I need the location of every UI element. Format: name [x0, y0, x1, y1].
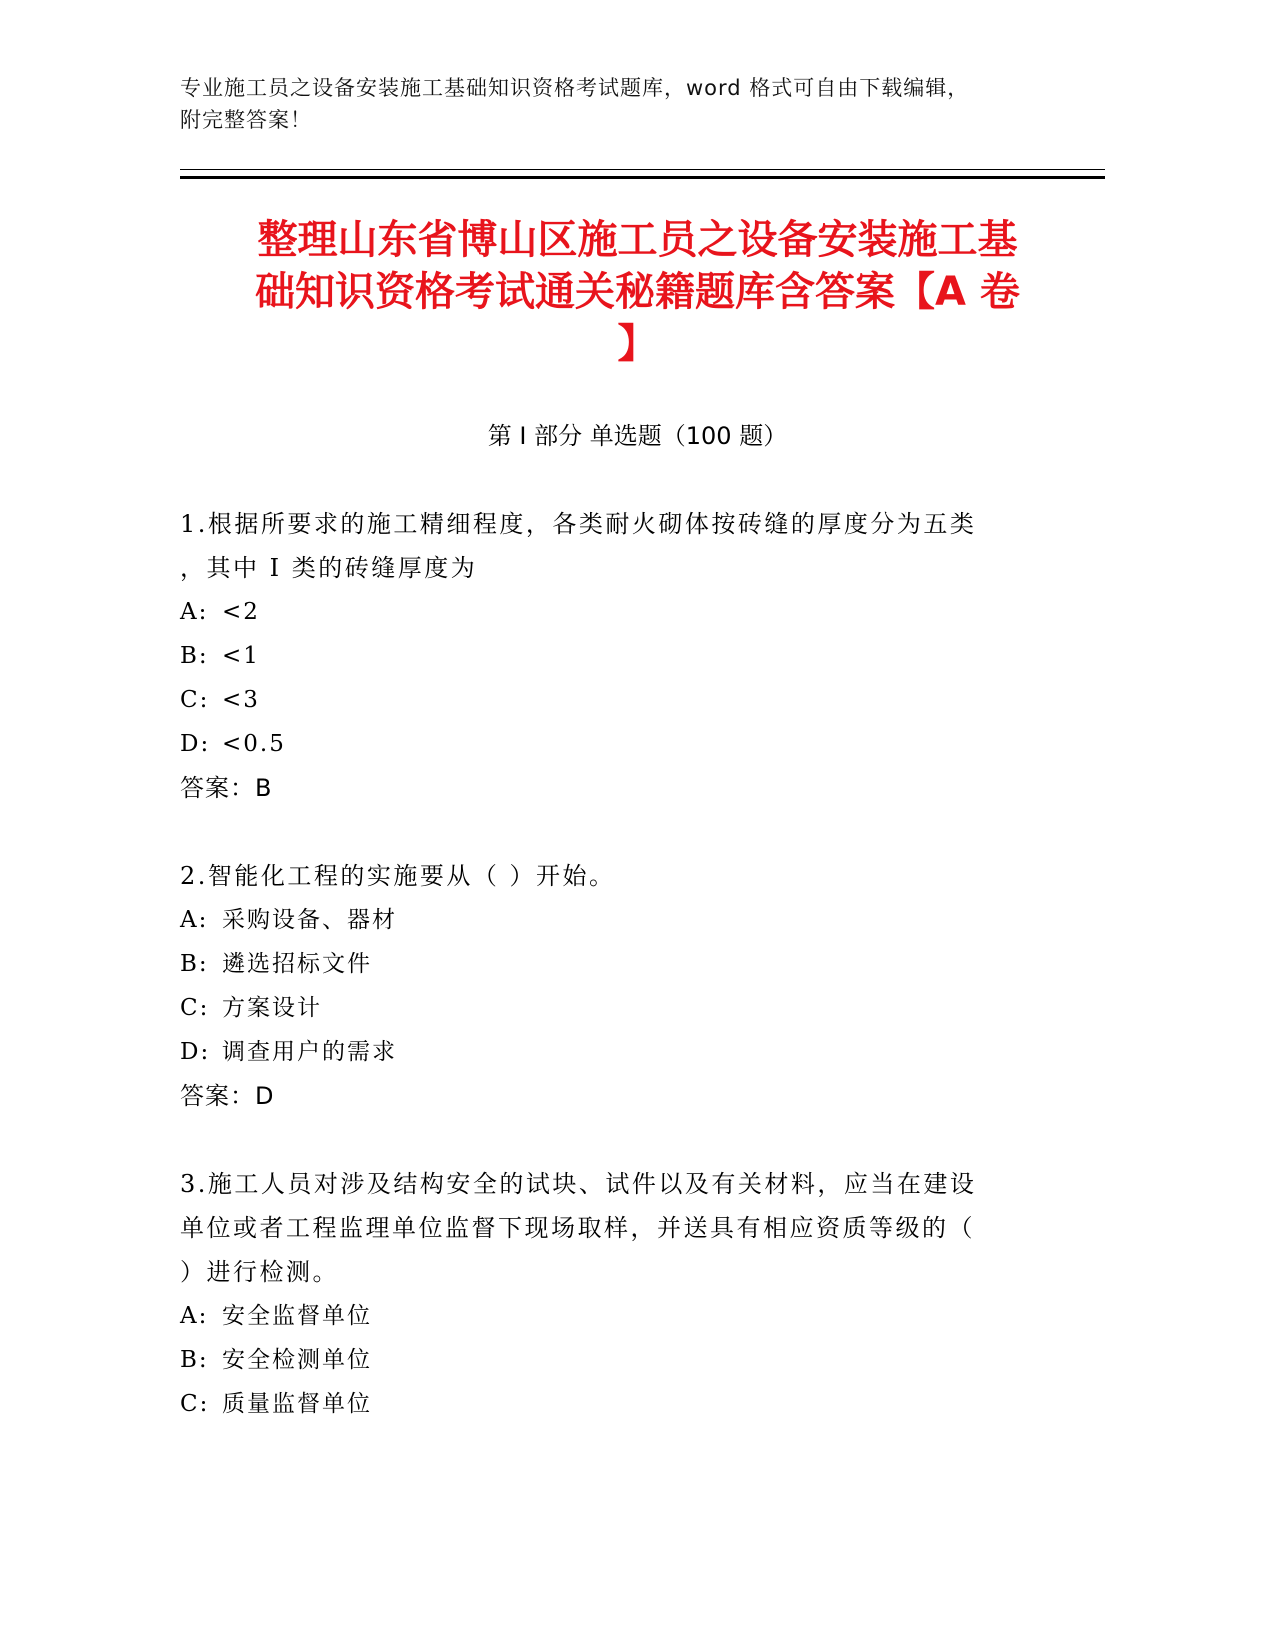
option-text: <2: [222, 599, 260, 625]
question-2-option-c: [180, 986, 1040, 1030]
question-3-stem-line-3: ）进行检测。: [180, 1258, 339, 1286]
question-2-answer: 答案：D: [180, 1082, 275, 1110]
header-note: [180, 72, 1060, 136]
title-line-3: 】: [617, 321, 658, 367]
option-text: 安全监督单位: [222, 1303, 372, 1329]
option-text: <1: [222, 643, 260, 669]
header-note-line-1: 专业施工员之设备安装施工基础知识资格考试题库，word 格式可自由下载编辑，: [180, 76, 970, 100]
question-1-option-a: [180, 590, 1040, 634]
question-2-option-b: [180, 942, 1040, 986]
document-title: [160, 214, 1115, 370]
option-key: A:: [180, 907, 209, 933]
option-key: D:: [180, 1039, 211, 1065]
option-text: 安全检测单位: [222, 1347, 372, 1373]
question-2-stem-line-1: 2.智能化工程的实施要从（ ）开始。: [180, 862, 616, 890]
question-3-option-b: [180, 1338, 1040, 1382]
question-1-option-d: [180, 722, 1040, 766]
option-key: B:: [180, 1347, 209, 1373]
question-1-stem-line-2: ，其中 I 类的砖缝厚度为: [180, 554, 478, 582]
option-text: 调查用户的需求: [222, 1039, 397, 1065]
question-1: [180, 502, 1040, 810]
question-3-option-c: [180, 1382, 1040, 1426]
option-text: 遴选招标文件: [222, 951, 372, 977]
question-2: [180, 854, 1040, 1118]
option-key: C:: [180, 1391, 210, 1417]
title-line-1: 整理山东省博山区施工员之设备安装施工基: [257, 217, 1018, 263]
header-divider-thick: [180, 176, 1105, 179]
header-note-line-2: 附完整答案！: [180, 108, 312, 132]
question-3: [180, 1162, 1040, 1426]
title-line-2: 础知识资格考试通关秘籍题库含答案【A 卷: [255, 269, 1020, 315]
option-text: 采购设备、器材: [222, 907, 397, 933]
question-1-answer: 答案：B: [180, 774, 273, 802]
option-key: C:: [180, 687, 210, 713]
option-text: 方案设计: [222, 995, 322, 1021]
question-1-option-b: [180, 634, 1040, 678]
option-text: <0.5: [222, 731, 286, 757]
question-2-option-a: [180, 898, 1040, 942]
option-text: <3: [222, 687, 260, 713]
option-key: D:: [180, 731, 211, 757]
question-1-option-c: [180, 678, 1040, 722]
question-1-stem-line-1: 1.根据所要求的施工精细程度，各类耐火砌体按砖缝的厚度分为五类: [180, 510, 977, 538]
question-2-option-d: [180, 1030, 1040, 1074]
question-3-stem-line-2: 单位或者工程监理单位监督下现场取样，并送具有相应资质等级的（: [180, 1214, 975, 1242]
option-key: B:: [180, 951, 209, 977]
section-title: 第 I 部分 单选题（100 题）: [487, 422, 788, 450]
question-3-stem-line-1: 3.施工人员对涉及结构安全的试块、试件以及有关材料，应当在建设: [180, 1170, 977, 1198]
option-key: A:: [180, 599, 209, 625]
header-divider-thin: [180, 169, 1105, 170]
option-key: C:: [180, 995, 210, 1021]
option-text: 质量监督单位: [222, 1391, 372, 1417]
option-key: A:: [180, 1303, 209, 1329]
question-list: [180, 502, 1040, 1470]
option-key: B:: [180, 643, 209, 669]
question-3-option-a: [180, 1294, 1040, 1338]
